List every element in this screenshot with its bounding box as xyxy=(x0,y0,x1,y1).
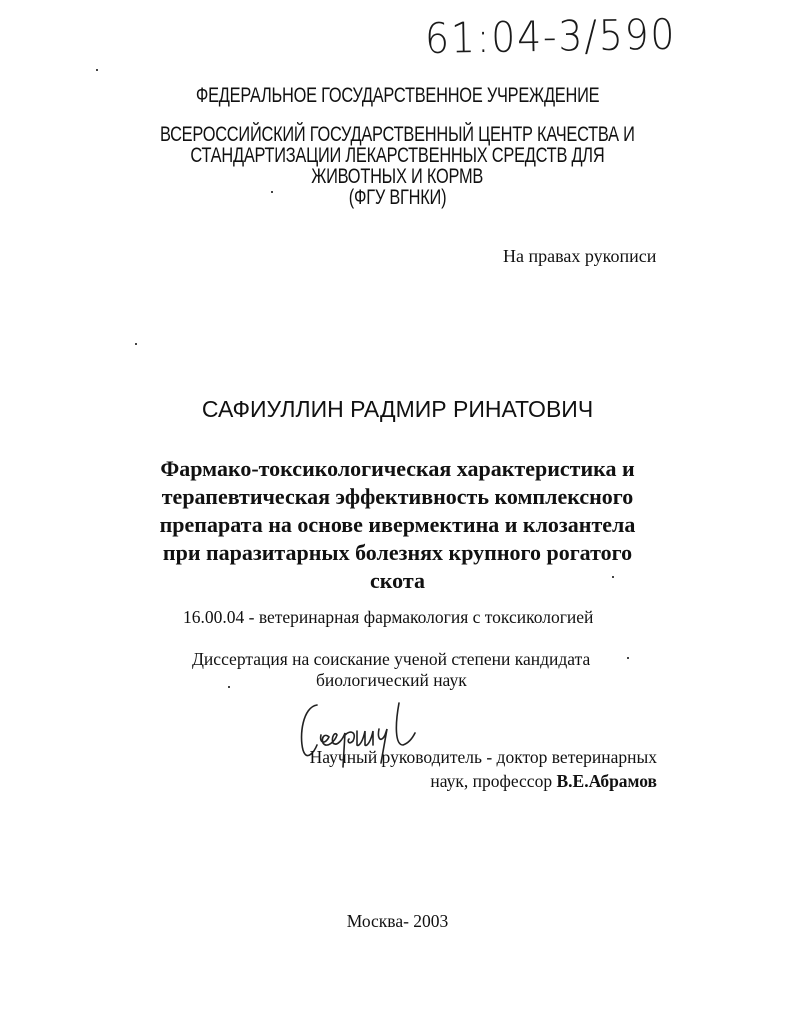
dissertation-title xyxy=(0,455,795,595)
author-name: САФИУЛЛИН РАДМИР РИНАТОВИЧ xyxy=(201,396,594,422)
title-line: препарата на основе ивермектина и клозантела xyxy=(159,512,636,537)
scan-speck xyxy=(228,686,230,688)
scan-speck xyxy=(135,343,137,345)
supervisor-line-1: Научный руководитель - доктор ветеринарных xyxy=(309,747,657,767)
title-line: при паразитарных болезнях крупного рогатого xyxy=(162,540,633,565)
institution-line-2: ВСЕРОССИЙСКИЙ ГОСУДАРСТВЕННЫЙ ЦЕНТР КАЧЕСТВА И xyxy=(160,123,635,146)
scan-speck xyxy=(627,657,629,659)
institution-line-4: ЖИВОТНЫХ И КОРМВ xyxy=(311,165,484,188)
institution-line-3: СТАНДАРТИЗАЦИИ ЛЕКАРСТВЕННЫХ СРЕДСТВ ДЛЯ xyxy=(190,144,605,167)
archive-stamp: 61:04-3/590 xyxy=(424,9,677,63)
institution-line-5: (ФГУ ВГНКИ) xyxy=(348,186,447,209)
specialty: 16.00.04 - ветеринарная фармакология с токсикологией xyxy=(183,607,594,627)
title-line: Фармако-токсикологическая характеристика и xyxy=(160,456,635,481)
degree-line-1: Диссертация на соискание ученой степени кандидата xyxy=(192,649,591,669)
degree-line-2: биологический наук xyxy=(316,670,467,690)
scan-speck xyxy=(96,69,98,71)
city-year: Москва- 2003 xyxy=(346,911,449,931)
supervisor-line-2: наук, профессор В.Е.Абрамов xyxy=(430,771,657,791)
title-line: терапевтическая эффективность комплексного xyxy=(161,484,634,509)
scan-speck xyxy=(612,576,614,578)
manuscript-note: На правах рукописи xyxy=(503,246,657,266)
supervisor-name: В.Е.Абрамов xyxy=(556,771,657,791)
scan-speck xyxy=(271,191,273,193)
institution-line-1: ФЕДЕРАЛЬНОЕ ГОСУДАРСТВЕННОЕ УЧРЕЖДЕНИЕ xyxy=(195,84,600,107)
title-line: скота xyxy=(370,568,425,593)
